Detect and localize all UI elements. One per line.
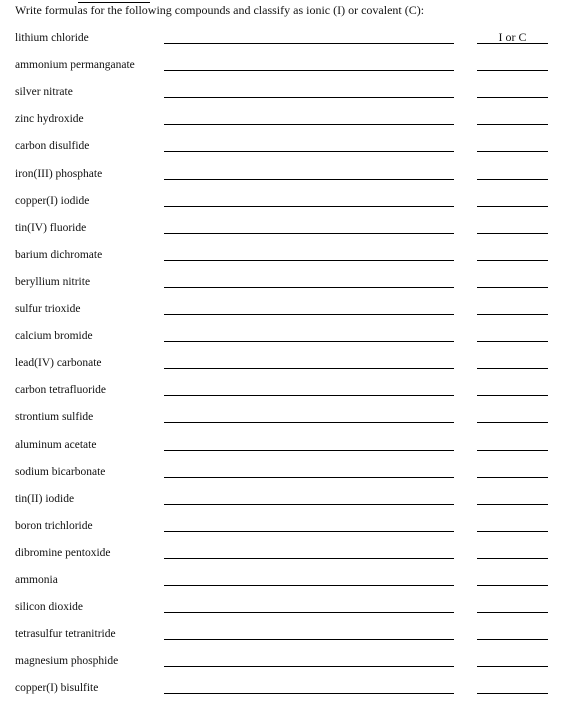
ionic-covalent-blank[interactable] — [477, 206, 548, 207]
table-row — [0, 329, 570, 356]
table-row — [0, 248, 570, 275]
ionic-covalent-blank[interactable] — [477, 151, 548, 152]
ionic-covalent-blank[interactable] — [477, 422, 548, 423]
ionic-covalent-blank[interactable] — [477, 395, 548, 396]
table-row — [0, 85, 570, 112]
compound-name: boron trichloride — [15, 519, 93, 532]
table-row — [0, 627, 570, 654]
compound-name: magnesium phosphide — [15, 655, 119, 668]
table-row — [0, 492, 570, 519]
instructions: Write formulas for the following compounds and classify as ionic (I) or covalent (C): — [15, 3, 425, 17]
ionic-covalent-blank[interactable] — [477, 97, 548, 98]
formula-blank[interactable] — [164, 341, 454, 342]
formula-blank[interactable] — [164, 531, 454, 532]
formula-blank[interactable] — [164, 612, 454, 613]
formula-blank[interactable] — [164, 477, 454, 478]
table-row — [0, 139, 570, 166]
table-row — [0, 112, 570, 139]
ionic-covalent-blank[interactable] — [477, 666, 548, 667]
formula-blank[interactable] — [164, 233, 454, 234]
table-row — [0, 438, 570, 465]
ionic-covalent-blank[interactable] — [477, 341, 548, 342]
compound-name: sodium bicarbonate — [15, 465, 106, 478]
table-row — [0, 31, 570, 58]
compound-name: strontium sulfide — [15, 411, 94, 424]
formula-blank[interactable] — [164, 585, 454, 586]
compound-name: barium dichromate — [15, 248, 103, 261]
formula-blank[interactable] — [164, 558, 454, 559]
formula-blank[interactable] — [164, 43, 454, 44]
ionic-covalent-blank[interactable] — [477, 179, 548, 180]
compound-name: zinc hydroxide — [15, 113, 84, 126]
formula-blank[interactable] — [164, 206, 454, 207]
ionic-covalent-blank[interactable] — [477, 531, 548, 532]
ionic-covalent-blank[interactable] — [477, 314, 548, 315]
formula-blank[interactable] — [164, 260, 454, 261]
table-row — [0, 58, 570, 85]
formula-blank[interactable] — [164, 179, 454, 180]
compound-name: tetrasulfur tetranitride — [15, 628, 116, 641]
compound-name: silver nitrate — [15, 86, 73, 99]
ionic-covalent-blank[interactable] — [477, 43, 548, 44]
table-row — [0, 519, 570, 546]
compound-name: ammonia — [15, 574, 58, 586]
table-row — [0, 465, 570, 492]
compound-name: sulfur trioxide — [15, 303, 81, 315]
table-row — [0, 167, 570, 194]
compound-name: ammonium permanganate — [15, 59, 135, 72]
table-row — [0, 302, 570, 329]
compound-name: dibromine pentoxide — [15, 546, 111, 559]
ionic-covalent-blank[interactable] — [477, 70, 548, 71]
formula-blank[interactable] — [164, 450, 454, 451]
ionic-covalent-blank[interactable] — [477, 558, 548, 559]
ionic-covalent-blank[interactable] — [477, 639, 548, 640]
compound-name: carbon disulfide — [15, 140, 90, 153]
compound-name: tin(II) iodide — [15, 492, 75, 505]
table-row — [0, 573, 570, 600]
formula-blank[interactable] — [164, 124, 454, 125]
table-row — [0, 681, 570, 708]
compound-name: lithium chloride — [15, 32, 89, 44]
formula-blank[interactable] — [164, 693, 454, 694]
table-row — [0, 600, 570, 627]
ionic-covalent-blank[interactable] — [477, 612, 548, 613]
formula-blank[interactable] — [164, 666, 454, 667]
compound-name: silicon dioxide — [15, 601, 84, 614]
compound-name: copper(I) iodide — [15, 194, 90, 207]
type-column-header: I or C — [498, 30, 527, 44]
table-row — [0, 221, 570, 248]
compound-name: carbon tetrafluoride — [15, 384, 106, 397]
ionic-covalent-blank[interactable] — [477, 585, 548, 586]
compound-name: calcium bromide — [15, 330, 93, 343]
table-row — [0, 275, 570, 302]
ionic-covalent-blank[interactable] — [477, 450, 548, 451]
formula-blank[interactable] — [164, 639, 454, 640]
compound-name: tin(IV) fluoride — [15, 221, 87, 234]
compound-name: lead(IV) carbonate — [15, 357, 102, 370]
ionic-covalent-blank[interactable] — [477, 693, 548, 694]
table-row — [0, 546, 570, 573]
table-row — [0, 194, 570, 221]
ionic-covalent-blank[interactable] — [477, 368, 548, 369]
formula-blank[interactable] — [164, 70, 454, 71]
formula-blank[interactable] — [164, 151, 454, 152]
table-row — [0, 654, 570, 681]
formula-blank[interactable] — [164, 97, 454, 98]
table-row — [0, 383, 570, 410]
formula-blank[interactable] — [164, 314, 454, 315]
ionic-covalent-blank[interactable] — [477, 287, 548, 288]
formula-blank[interactable] — [164, 395, 454, 396]
ionic-covalent-blank[interactable] — [477, 124, 548, 125]
ionic-covalent-blank[interactable] — [477, 504, 548, 505]
ionic-covalent-blank[interactable] — [477, 260, 548, 261]
table-row — [0, 410, 570, 437]
compound-name: aluminum acetate — [15, 438, 97, 451]
compound-name: iron(III) phosphate — [15, 167, 103, 180]
formula-blank[interactable] — [164, 422, 454, 423]
compound-name: beryllium nitrite — [15, 275, 91, 288]
table-row — [0, 356, 570, 383]
compound-name: copper(I) bisulfite — [15, 682, 99, 695]
formula-blank[interactable] — [164, 287, 454, 288]
formula-blank[interactable] — [164, 504, 454, 505]
ionic-covalent-blank[interactable] — [477, 477, 548, 478]
ionic-covalent-blank[interactable] — [477, 233, 548, 234]
formula-blank[interactable] — [164, 368, 454, 369]
